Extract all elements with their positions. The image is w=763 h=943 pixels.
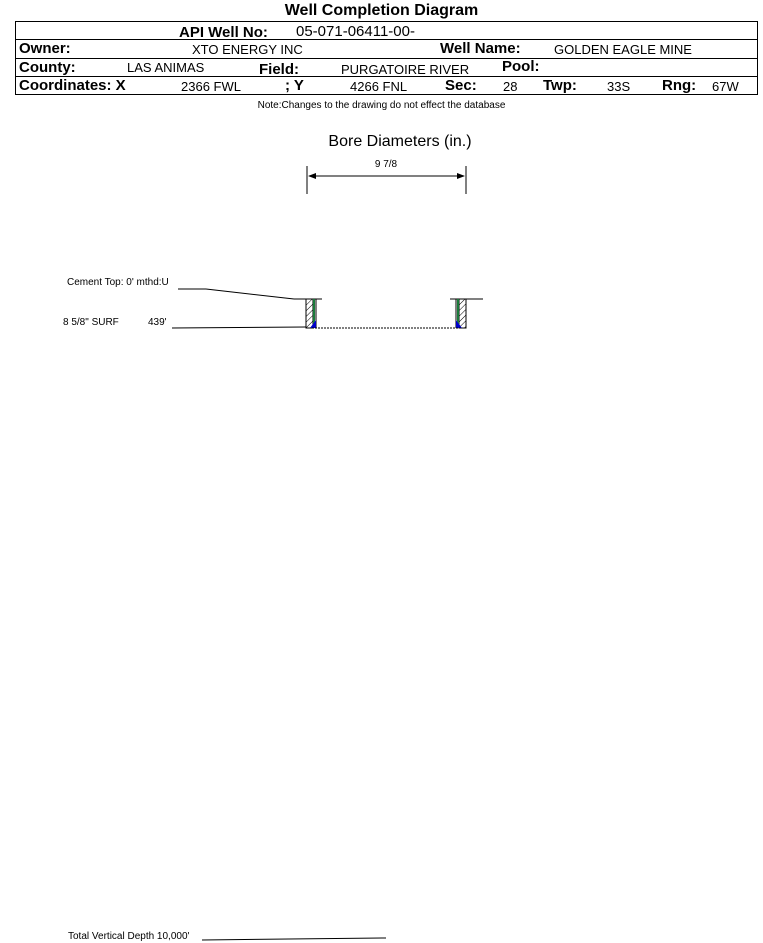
cement-top-leader [206,289,294,299]
rng-label: Rng: [662,77,697,94]
casing-label: 8 5/8" SURF [63,317,119,328]
twp-label: Twp: [543,77,577,94]
field-label: Field: [259,61,299,78]
well-name-label: Well Name: [440,40,521,57]
right-casing [456,299,466,328]
left-casing [306,299,316,328]
api-value: 05-071-06411-00- [296,23,415,40]
database-note: Note:Changes to the drawing do not effect the database [257,100,506,111]
twp-value: 33S [607,79,631,94]
coord-x-value: 2366 FWL [181,79,241,94]
rng-value: 67W [712,79,739,94]
api-label: API Well No: [179,24,268,41]
field-value: PURGATOIRE RIVER [341,62,470,77]
owner-value: XTO ENERGY INC [192,42,303,57]
page-title: Well Completion Diagram [284,2,479,19]
sec-value: 28 [503,79,518,94]
well-name-value: GOLDEN EAGLE MINE [554,42,692,57]
bore-dimension-arrow [307,166,466,194]
bore-diameter-value: 9 7/8 [374,159,398,170]
coord-y-value: 4266 FNL [350,79,408,94]
bore-diameters-title: Bore Diameters (in.) [328,133,472,150]
cement-top-label: Cement Top: 0' mthd:U [67,277,169,288]
coord-x-label: Coordinates: X [19,77,126,94]
sec-label: Sec: [445,77,477,94]
casing-leader [172,327,306,328]
total-depth-label: Total Vertical Depth 10,000' [68,931,190,942]
coord-y-label: ; Y [285,77,304,94]
total-depth-leader [202,938,386,940]
county-label: County: [19,59,76,76]
owner-label: Owner: [19,40,71,57]
county-value: LAS ANIMAS [127,60,205,75]
casing-depth: 439' [148,317,167,328]
pool-label: Pool: [502,58,540,75]
